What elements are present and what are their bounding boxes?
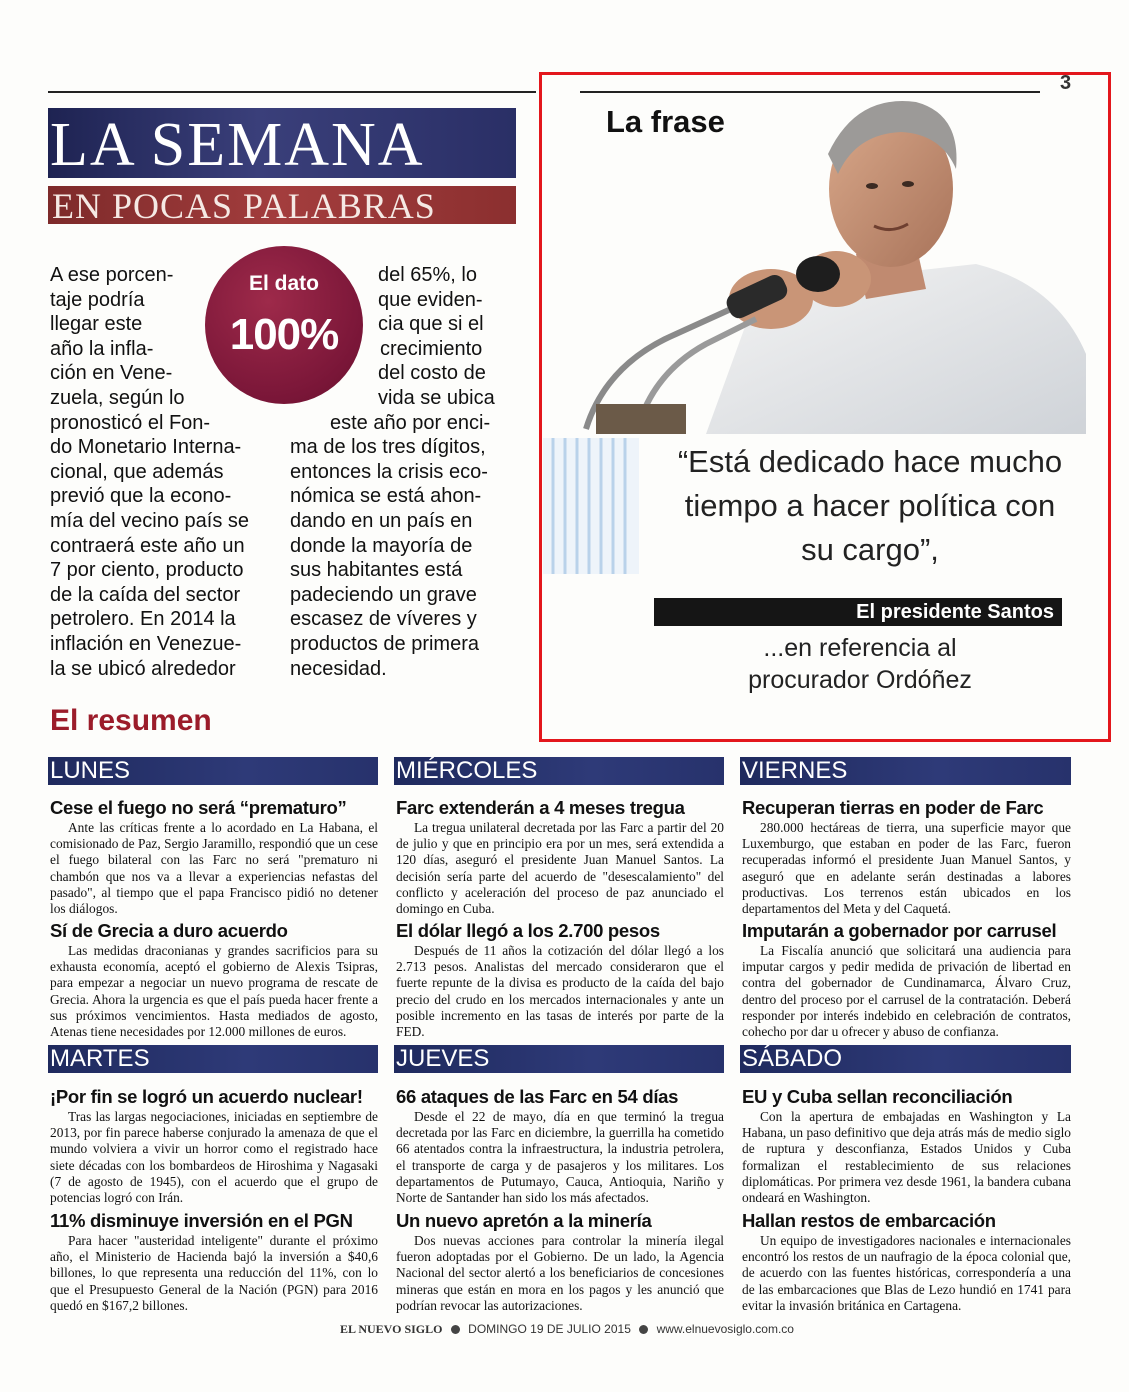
dato-line: cia que si el: [378, 313, 484, 336]
dato-line: donde la mayoría de: [290, 534, 473, 557]
frase-quote: “Está dedicado hace mucho tiempo a hacer política con su cargo”,: [677, 444, 1063, 567]
day-label-lunes: LUNES: [50, 757, 131, 784]
dato-line: dando en un país en: [290, 509, 473, 532]
body-sabado-1: Con la apertura de embajadas en Washington y La Habana, un paso definitivo que deja atrás más de medio siglo de ruptura y desconfianza, Estados Unidos y Cuba formalizan el restablecimiento de sus relaciones diplomáticas. Por primera vez desde 1961, la bandera cubana ondeará en Washington.: [742, 1109, 1071, 1206]
body-lunes-2: Las medidas draconianas y grandes sacrificios para su exhausta economía, aceptó el gobierno de Alexis Tsipras, para empezar a negociar un nuevo programa de rescate de Grecia. Ahora la urgencia es que el país pueda hacer frente a sus próximos vencimientos. Hasta mediados de agosto, Atenas tiene necesidades por 12.000 millones de euros.: [50, 943, 378, 1040]
dato-line: que eviden-: [378, 288, 483, 311]
frase-title: La frase: [606, 104, 725, 139]
dato-line: sus habitantes está: [290, 559, 463, 582]
body-sabado-2: Un equipo de investigadores nacionales e internacionales encontró los restos de un naufragio de la época colonial que, de acuerdo con las fuentes históricas, correspondería a una de las embarcaciones que Blas de Lezo hundió en 1741 para evitar la invasión británica en Cartagena.: [742, 1233, 1071, 1313]
day-label-sabado: SÁBADO: [742, 1045, 843, 1072]
body-miercoles-2: Después de 11 años la cotización del dólar llegó a los 2.713 pesos. Analistas del mercado consideraron que el fuerte repunte de la divisa es producto de la caída del bajo precio del crudo en los mercados internacionales y ante un posible incremento en las tasas de interés por parte de la FED.: [396, 943, 724, 1040]
dato-line: do Monetario Interna-: [50, 436, 242, 459]
dato-line: mía del vecino país se: [50, 509, 249, 532]
body-martes-1: Tras las largas negociaciones, iniciadas en septiembre de 2013, por fin parece haberse conjurado la amenaza de que el mundo volviera a vivir un horror como el registrado hace siete décadas con los bombardeos de Hiroshima y Nagasaki (7 de agosto de 1945), con el acuerdo que el grupo de potencias logró con Irán.: [50, 1109, 378, 1206]
day-label-miercoles: MIÉRCOLES: [396, 757, 538, 784]
dato-line: previó que la econo-: [50, 485, 232, 508]
body-lunes-1: Ante las críticas frente a lo acordado en La Habana, el comisionado de Paz, Sergio Jaramillo, respondió que un cese el fuego bilateral con las Farc no será "prematuro ni chambón que nos va a llevar a experiencias nefastas del pasado", al tiempo que el papa Francisco pidió no detener los diálogos.: [50, 820, 378, 917]
dato-line: nómica se está ahon-: [290, 485, 482, 508]
decorative-stripes: [543, 438, 639, 574]
dato-line: contraerá este año un: [50, 534, 245, 557]
dato-line: del costo de: [378, 362, 486, 385]
body-viernes-2: La Fiscalía anunció que solicitará una audiencia para imputar cargos y pedir medida de privación de libertad en contra del gobernador de Cundinamarca, Álvaro Cruz, dentro del proceso por el carrusel de la contratación. Deberá responder por interés indebido en celebración de contratos, cohecho por dar u ofrecer y abuso de confianza.: [742, 943, 1071, 1040]
resumen-title: El resumen: [50, 704, 212, 737]
day-label-viernes: VIERNES: [742, 757, 848, 784]
dato-line: vida se ubica: [378, 386, 495, 409]
dato-label: El dato: [248, 272, 319, 295]
banner-title: LA SEMANA: [50, 111, 425, 179]
dato-line: 7 por ciento, producto: [50, 559, 244, 582]
dato-value: 100%: [229, 310, 339, 359]
dato-line: productos de primera: [290, 632, 479, 655]
dato-line: llegar este: [50, 313, 143, 336]
section-banner: [48, 108, 516, 224]
dato-line: este año por enci-: [330, 411, 491, 434]
dato-text-column-1: [50, 263, 290, 681]
dato-line: pronosticó el Fon-: [50, 411, 211, 434]
dato-line: necesidad.: [290, 657, 387, 680]
dato-line: del 65%, lo: [378, 264, 477, 286]
dato-line: entonces la crisis eco-: [290, 460, 488, 483]
dato-line: crecimiento: [380, 337, 483, 360]
footer-date: DOMINGO 19 DE JULIO 2015: [468, 1322, 631, 1336]
body-jueves-1: Desde el 22 de mayo, día en que terminó la tregua decretada por las Farc en diciembre, la guerrilla ha cometido 66 atentados contra la infraestructura, la industria petrolera, el transporte de carga y de pasajeros y los militares. Los departamentos de Putumayo, Cauca, Antioquia, Nariño y Norte de Santander han sido los más afectados.: [396, 1109, 724, 1206]
footer-brand: EL NUEVO SIGLO: [340, 1322, 443, 1336]
page-number: 3: [1060, 72, 1072, 94]
headline-martes-1: ¡Por fin se logró un acuerdo nuclear!: [50, 1086, 363, 1107]
body-miercoles-1: La tregua unilateral decretada por las Farc a partir del 20 de julio y que en principio era por un mes, será extendida a 120 días, aseguró el presidente Juan Manuel Santos. La decisión sería parte del acuerdo de "desescalamiento" del conflicto y aceleración del proceso de paz anunciado el domingo en Cuba.: [396, 820, 724, 917]
dato-line: taje podría: [50, 288, 145, 311]
headline-lunes-2: Sí de Grecia a duro acuerdo: [50, 920, 288, 941]
headline-jueves-1: 66 ataques de las Farc en 54 días: [396, 1086, 679, 1107]
dato-line: ción en Vene-: [50, 362, 173, 385]
dato-line: la se ubicó alrededor: [50, 657, 236, 680]
headline-jueves-2: Un nuevo apretón a la minería: [396, 1210, 652, 1231]
bullet-icon: [451, 1325, 460, 1334]
headline-lunes-1: Cese el fuego no será “prematuro”: [50, 797, 347, 818]
day-label-martes: MARTES: [50, 1045, 150, 1072]
dato-line: inflación en Venezue-: [50, 632, 242, 655]
banner-subtitle: EN POCAS PALABRAS: [52, 186, 436, 226]
page-footer: [340, 1322, 794, 1337]
dato-line: año la infla-: [50, 337, 154, 360]
headline-martes-2: 11% disminuye inversión en el PGN: [50, 1210, 353, 1231]
footer-url[interactable]: www.elnuevosiglo.com.co: [656, 1322, 794, 1336]
dato-line: cional, que además: [50, 460, 224, 483]
body-viernes-1: 280.000 hectáreas de tierra, una superficie mayor que Luxemburgo, que estaban en poder de las Farc, fueron recuperadas informó el presidente Juan Manuel Santos, y aseguró que en adelante serán destinadas a labores productivas. Los terrenos están ubicados en los departamentos del Meta y del Caquetá.: [742, 820, 1071, 917]
body-jueves-2: Dos nuevas acciones para controlar la minería ilegal fueron adoptadas por el Gobierno. De un lado, la Agencia Nacional del sector alertó a los beneficiarios de concesiones mineras que están en mora en los pagos y les anunció que podrían revocar las autorizaciones.: [396, 1233, 724, 1313]
frase-reference: ...en referencia al procurador Ordóñez: [748, 634, 972, 694]
headline-viernes-1: Recuperan tierras en poder de Farc: [742, 797, 1044, 818]
dato-line: escasez de víveres y: [290, 608, 477, 631]
frase-speaker: El presidente Santos: [856, 601, 1054, 623]
dato-line: ma de los tres dígitos,: [290, 436, 486, 459]
day-label-jueves: JUEVES: [396, 1045, 490, 1072]
headline-viernes-2: Imputarán a gobernador por carrusel: [742, 920, 1057, 941]
dato-line: de la caída del sector: [50, 583, 241, 606]
dato-line: zuela, según lo: [50, 386, 185, 409]
dato-line: padeciendo un grave: [290, 583, 477, 606]
dato-line: petrolero. En 2014 la: [50, 608, 236, 631]
dato-line: A ese porcen-: [50, 264, 174, 286]
headline-miercoles-2: El dólar llegó a los 2.700 pesos: [396, 920, 660, 941]
body-martes-2: Para hacer "austeridad inteligente" durante el próximo año, el Ministerio de Hacienda bajó la inversión a $40,6 billones, lo que representa una reducción del 11%, con lo que el Presupuesto General de la Nación (PGN) para 2016 quedó en $167,2 billones.: [50, 1233, 378, 1313]
headline-sabado-2: Hallan restos de embarcación: [742, 1210, 996, 1231]
headline-miercoles-1: Farc extenderán a 4 meses tregua: [396, 797, 685, 818]
bullet-icon: [639, 1325, 648, 1334]
headline-sabado-1: EU y Cuba sellan reconciliación: [742, 1086, 1013, 1107]
dato-text-column-2: [290, 263, 520, 681]
top-rule-left: [48, 91, 536, 93]
